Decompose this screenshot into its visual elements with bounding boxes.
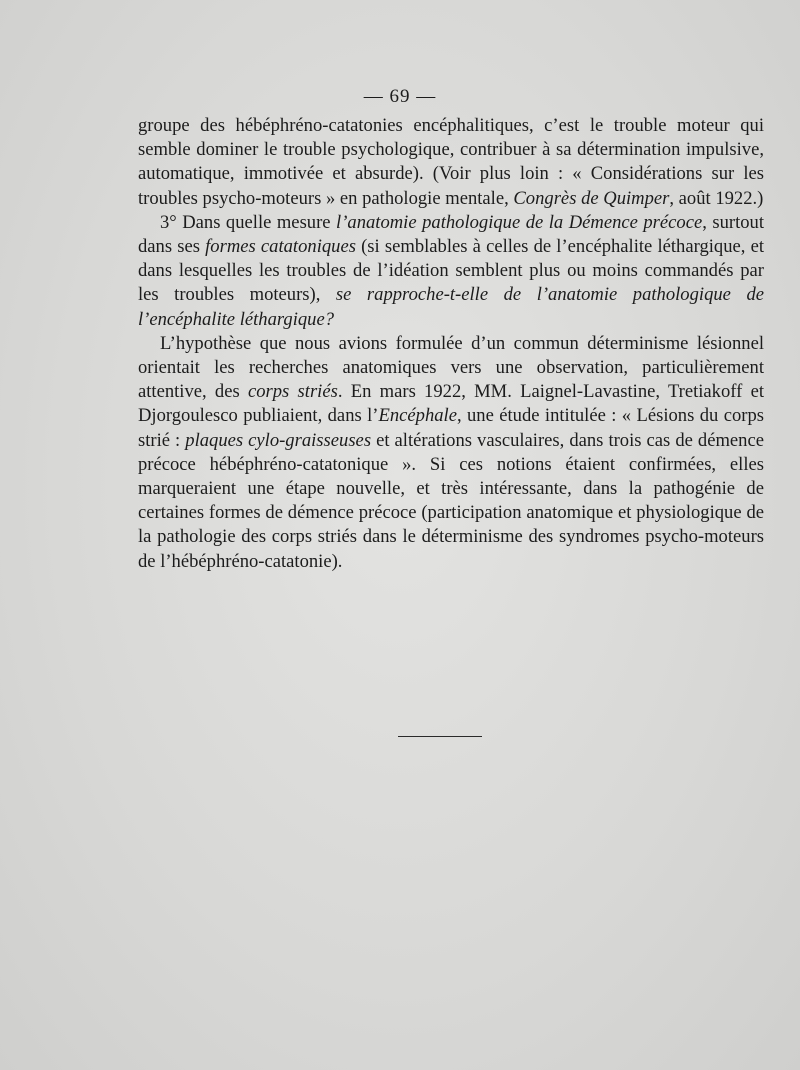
italic-text: formes catatoniques xyxy=(205,236,356,258)
italic-text: Congrès de Quimper xyxy=(513,187,670,209)
body-text xyxy=(138,114,764,574)
text-run: L’hypothèse que nous avions formulée d’un commun déterminisme lésionnel orientait les recherches anatomiques vers une observation, particulièrement attentive, des xyxy=(138,332,764,403)
italic-text: se rapproche-t-elle de l’anatomie pathologique de l’encéphalite léthargique? xyxy=(138,284,764,330)
paragraph xyxy=(138,332,764,574)
text-run: . En mars 1922, MM. Laignel-Lavastine, Tretiakoff et Djorgoulesco publiaient, dans l’ xyxy=(138,381,764,427)
closing-rule xyxy=(398,736,482,737)
text-run: groupe des hébéphréno-catatonies encéphalitiques, c’est le trouble moteur qui semble dominer le trouble psychologique, contribuer à sa détermination impulsive, automatique, immotivée et absurde). (Voir plus loin : « Considérations sur les troubles psycho-moteurs » en pathologie mentale, xyxy=(138,115,764,209)
italic-text: plaques cylo-graisseuses xyxy=(185,429,372,451)
text-run: et altérations vasculaires, dans trois cas de démence précoce hébéphréno-catatonique ». Si ces notions étaient confirmées, elles marqueraient une étape nouvelle, et très intéressante, dans la pathogénie de certaines formes de démence précoce (participation anatomique et physiologique de la pathologie des corps striés dans le déterminisme des syndromes psycho-moteurs de l’hébéphréno-catatonie). xyxy=(138,429,764,572)
text-run: , surtout dans ses xyxy=(138,211,764,258)
italic-text: Encéphale xyxy=(378,405,457,427)
italic-text: corps striés xyxy=(247,381,338,403)
text-run: 3° Dans quelle mesure xyxy=(160,211,337,233)
italic-text: l’anatomie pathologique de la Démence précoce xyxy=(336,211,703,233)
text-run: , août 1922.) xyxy=(669,187,764,209)
text-run: (si semblables à celles de l’encéphalite léthargique, et dans lesquelles les troubles de l’idéation semblent plus ou moins commandés par les troubles moteurs), xyxy=(138,236,764,306)
page-number: — 69 — xyxy=(363,86,437,107)
paragraph xyxy=(138,114,764,211)
paragraph xyxy=(138,211,764,332)
text-run: , une étude intitulée : « Lésions du corps strié : xyxy=(138,405,764,451)
